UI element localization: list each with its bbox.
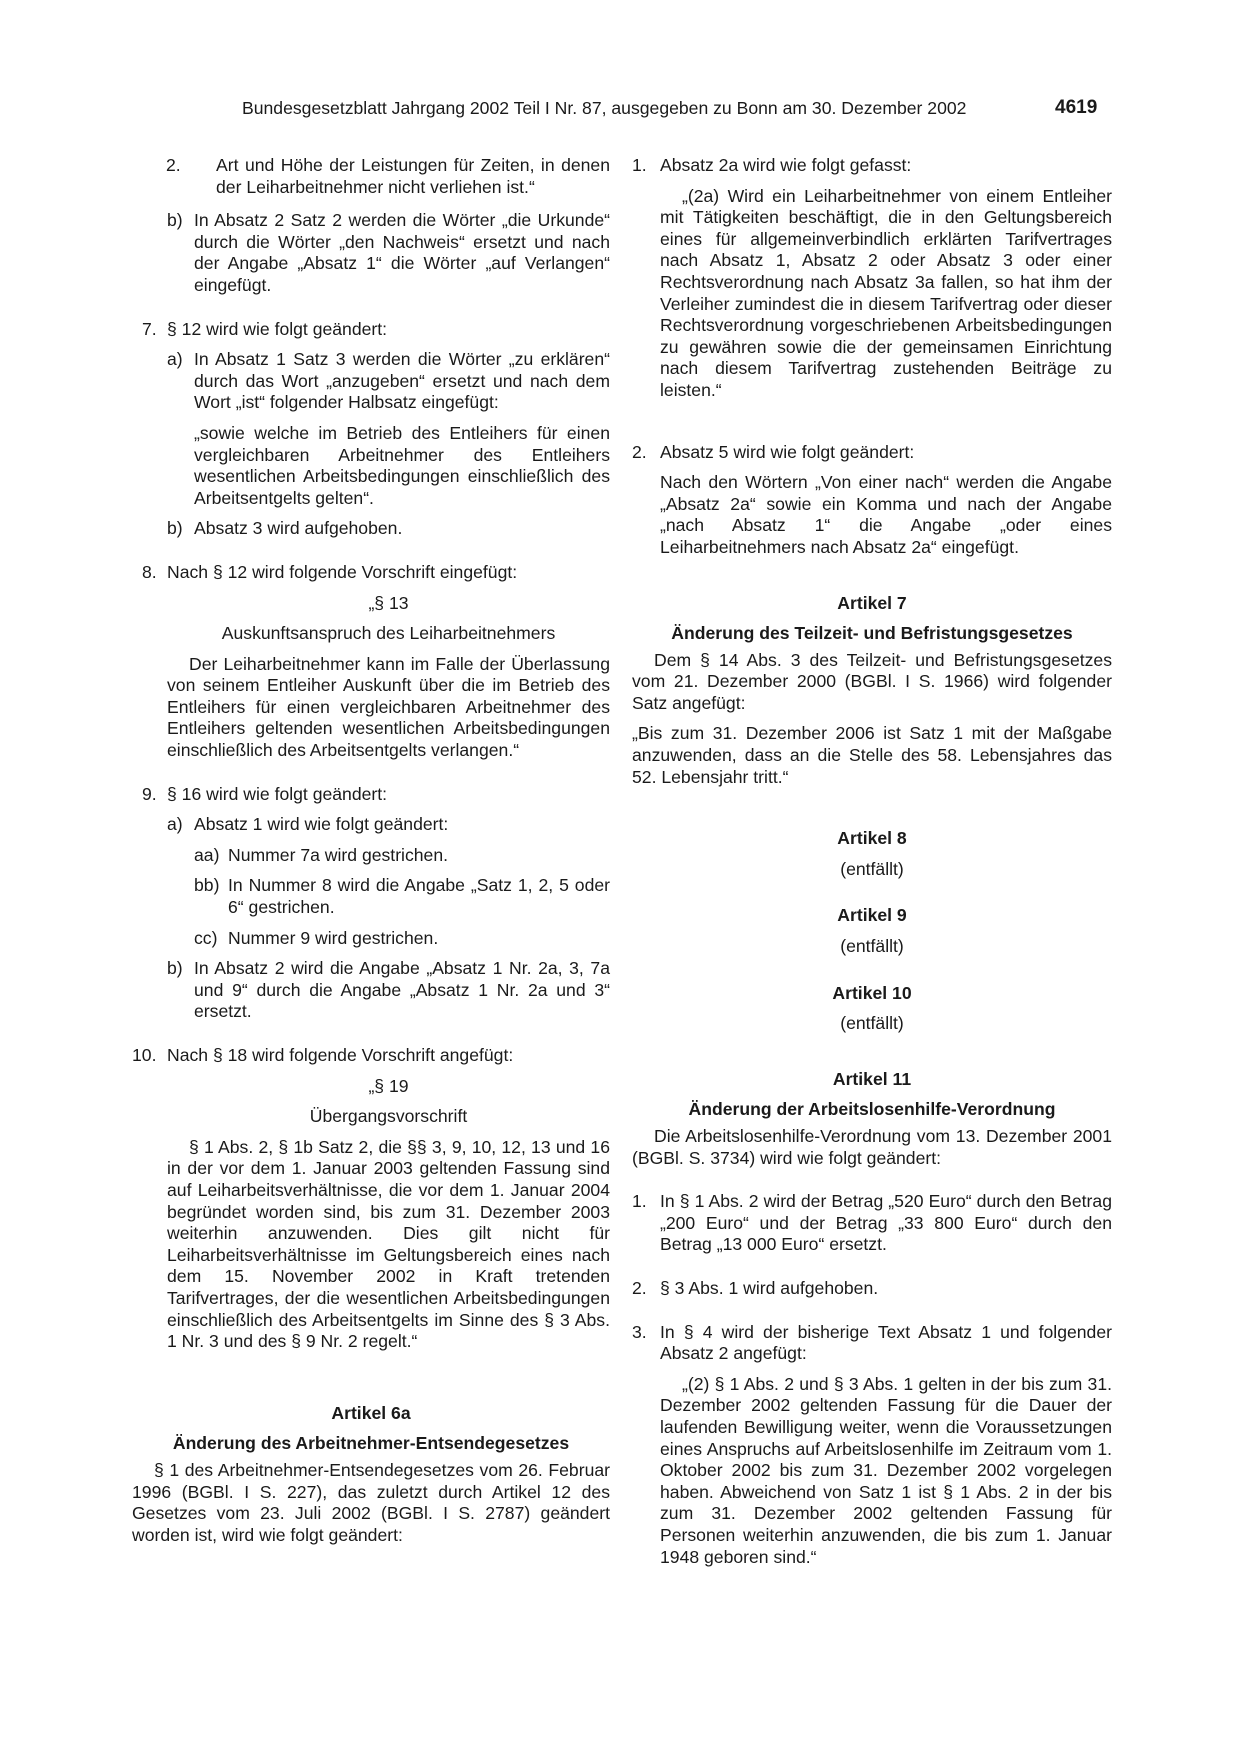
item-label: a): [167, 814, 183, 835]
paragraph-13: [132, 593, 610, 762]
article-heading: Artikel 10: [832, 982, 912, 1003]
item-text: § 3 Abs. 1 wird aufgehoben.: [660, 1277, 879, 1298]
running-title: Bundesgesetzblatt Jahrgang 2002 Teil I Nr. 87, ausgegeben zu Bonn am 30. Dezember 2002: [242, 98, 967, 118]
item-text: Absatz 2a wird wie folgt gefasst:: [660, 155, 912, 175]
item-text: Nummer 7a wird gestrichen.: [228, 844, 448, 865]
item-text: In Absatz 2 Satz 2 werden die Wörter „die Urkunde“ durch die Wörter „den Nachweis“ ersetzt und nach der Angabe „Absatz 1“ die Wörter „auf Verlangen“ eingefügt.: [194, 210, 610, 295]
item-number: 1.: [632, 1191, 647, 1212]
item-label: b): [167, 518, 183, 539]
paragraph-title: Auskunftsanspruch des Leiharbeitnehmers: [221, 623, 556, 644]
item-label: a): [167, 349, 183, 370]
paragraph-text: Der Leiharbeitnehmer kann im Falle der Überlassung von seinem Entleiher Auskunft über die im Betrieb des Entleihers für einen vergleichbaren Arbeitnehmer des Entleihers geltenden wesentlichen Arbeitsbedingungen einschließlich des Arbeitsentgelts verlangen.“: [167, 653, 610, 761]
inserted-quote: „(2) § 1 Abs. 2 und § 3 Abs. 1 gelten in der bis zum 31. Dezember 2002 geltenden Fassung für die Dauer der laufenden Bewilligung weiter, wenn die Voraussetzungen eines Anspruchs auf Arbeitslosenhilfe im Zeitraum vom 1. Oktober 2002 bis zum 31. Dezember 2002 vorgelegen haben. Abweichend von Satz 1 ist § 1 Abs. 2 in der bis zum 31. Dezember 2002 geltenden Fassung für Personen weiterhin anzuwenden, die bis zum 1. Januar 1948 geboren sind.“: [660, 1373, 1112, 1567]
article-10: [632, 983, 1112, 1035]
article-7: [632, 593, 1112, 789]
item-text: Art und Höhe der Leistungen für Zeiten, in denen der Leiharbeitnehmer nicht verliehen ist.“: [216, 155, 610, 197]
item-label: bb): [194, 875, 220, 896]
paragraph-text: § 1 Abs. 2, § 1b Satz 2, die §§ 3, 9, 10, 12, 13 und 16 in der vor dem 1. Januar 2003 geltenden Fassung sind auf Leiharbeitsverhältnisse, die vor dem 1. Januar 2004 begründet worden sind, bis zum 31. Dezember 2003 weiterhin anzuwenden. Dies gilt nicht für Leiharbeitsverhältnisse im Geltungsbereich eines nach dem 15. November 2002 in Kraft tretenden Tarifvertrages, der die wesentlichen Arbeitsbedingungen einschließlich des Arbeitsentgelts im Sinne des § 3 Abs. 1 Nr. 3 und des § 9 Nr. 2 regelt.“: [167, 1136, 610, 1352]
list-item-7: [132, 319, 610, 341]
item-number: 1.: [632, 155, 647, 175]
paragraph-heading: „§ 13: [368, 592, 409, 613]
item-label: b): [167, 958, 183, 979]
list-item-bb: [132, 875, 610, 918]
article-11: [632, 1069, 1112, 1169]
item-text: Absatz 5 wird wie folgt geändert:: [660, 441, 915, 462]
paragraph-heading: „§ 19: [368, 1075, 409, 1096]
paragraph-title: Übergangsvorschrift: [309, 1106, 468, 1127]
article-status: (entfällt): [840, 1013, 904, 1034]
list-item-b: [132, 210, 610, 296]
page-number: 4619: [1055, 97, 1098, 118]
item-number: 8.: [142, 561, 157, 582]
list-item-7b: [132, 518, 610, 540]
list-item-8: [132, 562, 610, 584]
list-item-9a: [132, 814, 610, 836]
item-text: Nach § 18 wird folgende Vorschrift angefügt:: [167, 1045, 514, 1065]
item-text: In § 1 Abs. 2 wird der Betrag „520 Euro“ durch den Betrag „200 Euro“ und der Betrag „33 800 Euro“ durch den Betrag „13 000 Euro“ ersetzt.: [660, 1191, 1112, 1255]
item-text: In § 4 wird der bisherige Text Absatz 1 und folgender Absatz 2 angefügt:: [660, 1321, 1112, 1364]
list-item-s3: [632, 1322, 1112, 1569]
article-heading: Artikel 6a: [331, 1402, 411, 1423]
item-text: Absatz 1 wird wie folgt geändert:: [194, 814, 449, 835]
list-item-aa: [132, 845, 610, 867]
inserted-quote: „sowie welche im Betrieb des Entleihers für einen vergleichbaren Arbeitnehmer des Entleihers wesentlichen Arbeitsbedingungen einschließlich des Arbeitsentgelts gelten“.: [194, 422, 610, 508]
article-title: Änderung der Arbeitslosenhilfe-Verordnung: [688, 1099, 1056, 1120]
article-6a: [132, 1403, 610, 1547]
item-number: 2.: [632, 441, 647, 462]
item-text: § 16 wird wie folgt geändert:: [167, 783, 388, 804]
article-9: [632, 905, 1112, 957]
article-status: (entfällt): [840, 936, 904, 957]
item-number: 9.: [142, 783, 157, 804]
item-number: 3.: [632, 1321, 647, 1342]
left-column: [132, 155, 610, 1546]
article-heading: Artikel 11: [832, 1068, 912, 1089]
item-number: 2.: [632, 1277, 647, 1298]
list-item-9: [132, 784, 610, 806]
item-number: 2.: [166, 155, 181, 175]
item-text: Nummer 9 wird gestrichen.: [228, 927, 439, 948]
item-body: Nach den Wörtern „Von einer nach“ werden die Angabe „Absatz 2a“ sowie ein Komma und nach der Angabe „nach Absatz 1“ die Angabe „oder eines Leiharbeitnehmers nach Absatz 2a“ eingefügt.: [660, 472, 1112, 557]
article-text: Dem § 14 Abs. 3 des Teilzeit- und Befristungsgesetzes vom 21. Dezember 2000 (BGBl. I S. 1966) wird folgender Satz angefügt:: [632, 649, 1112, 713]
article-status: (entfällt): [840, 858, 904, 879]
article-heading: Artikel 9: [837, 905, 907, 926]
article-text: Die Arbeitslosenhilfe-Verordnung vom 13. Dezember 2001 (BGBl. S. 3734) wird wie folgt geändert:: [632, 1126, 1112, 1168]
page-header: [0, 98, 1240, 124]
item-text: In Absatz 2 wird die Angabe „Absatz 1 Nr. 2a, 3, 7a und 9“ durch die Angabe „Absatz 1 Nr. 2a und 3“ ersetzt.: [194, 958, 610, 1022]
item-text: § 12 wird wie folgt geändert:: [167, 318, 388, 339]
item-number: 10.: [132, 1045, 157, 1065]
article-heading: Artikel 7: [837, 592, 907, 613]
list-item-cc: [132, 928, 610, 950]
item-text: Absatz 3 wird aufgehoben.: [194, 518, 403, 539]
list-item-10: [132, 1045, 610, 1067]
list-item-2: [632, 442, 1112, 559]
item-label: b): [167, 210, 183, 231]
list-item-2: [132, 155, 610, 198]
article-heading: Artikel 8: [837, 828, 907, 849]
item-number: 7.: [142, 318, 157, 339]
item-text: In Nummer 8 wird die Angabe „Satz 1, 2, 5 oder 6“ gestrichen.: [228, 875, 610, 918]
paragraph-19: [132, 1076, 610, 1353]
item-text: In Absatz 1 Satz 3 werden die Wörter „zu erklären“ durch das Wort „anzugeben“ ersetzt und nach dem Wort „ist“ folgender Halbsatz eingefügt:: [194, 349, 610, 413]
list-item-s2: [632, 1278, 1112, 1300]
item-label: aa): [194, 844, 220, 865]
inserted-quote: „(2a) Wird ein Leiharbeitnehmer von einem Entleiher mit Tätigkeiten beschäftigt, die in den Geltungsbereich eines für allgemeinverbindlich erklärten Tarifvertrages nach Absatz 1, Absatz 2 oder Absatz 3 oder einer Rechtsverordnung nach Absatz 3a fallen, so hat ihm der Verleiher zumindest die in diesem Tarifvertrag oder dieser Rechtsverordnung vorgeschriebenen Arbeitsbedingungen zu gewähren sowie die der gemeinsamen Einrichtung nach diesem Tarifvertrag zustehenden Beiträge zu leisten.“: [660, 185, 1112, 400]
list-item-s1: [632, 1191, 1112, 1256]
item-label: cc): [194, 927, 218, 948]
list-item-1: [632, 155, 1112, 402]
list-item-7a: [132, 349, 610, 509]
article-8: [632, 828, 1112, 880]
article-title: Änderung des Teilzeit- und Befristungsgesetzes: [671, 623, 1073, 644]
article-title: Änderung des Arbeitnehmer-Entsendegesetzes: [172, 1433, 570, 1454]
right-column: [632, 155, 1112, 1568]
list-item-9b: [132, 958, 610, 1023]
article-text: § 1 des Arbeitnehmer-Entsendegesetzes vom 26. Februar 1996 (BGBl. I S. 227), das zuletzt durch Artikel 12 des Gesetzes vom 23. Juli 2002 (BGBl. I S. 2787) geändert worden ist, wird wie folgt geändert:: [132, 1459, 610, 1545]
article-quote: „Bis zum 31. Dezember 2006 ist Satz 1 mit der Maßgabe anzuwenden, dass an die Stelle des 58. Lebensjahres das 52. Lebensjahr tritt.“: [632, 723, 1112, 787]
item-text: Nach § 12 wird folgende Vorschrift eingefügt:: [167, 561, 518, 582]
